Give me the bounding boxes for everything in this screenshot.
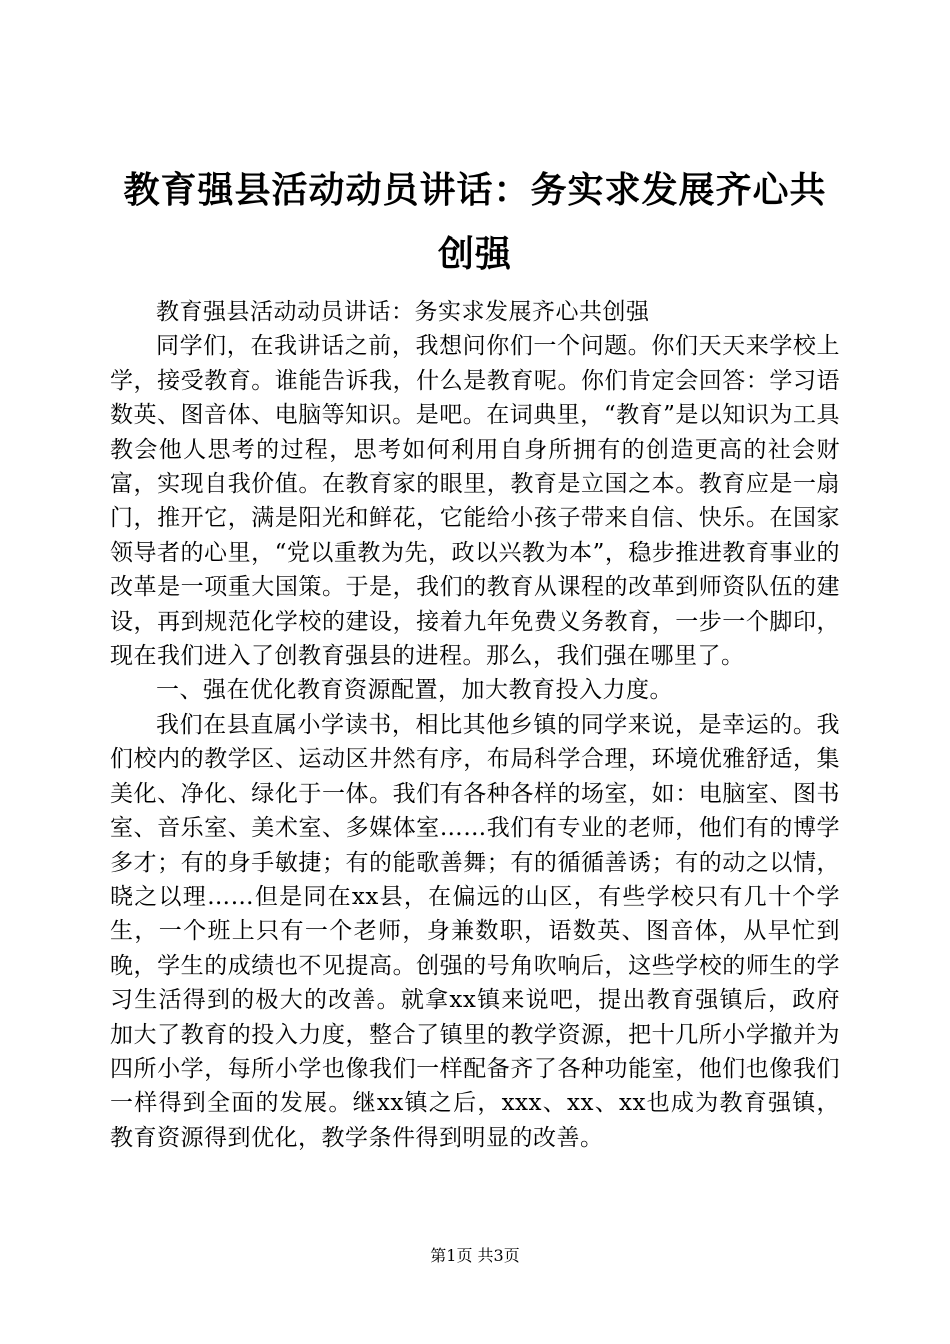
body-paragraph: 我们在县直属小学读书，相比其他乡镇的同学来说，是幸运的。我们校内的教学区、运动区井然有序，布局科学合理，环境优雅舒适，集美化、净化、绿化于一体。我们有各种各样的场室，如：电脑室、图书室、音乐室、美术室、多媒体室……我们有专业的老师，他们有的博学多才；有的身手敏捷；有的能歌善舞；有的循循善诱；有的动之以情，晓之以理……但是同在xx县，在偏远的山区，有些学校只有几十个学生，一个班上只有一个老师，身兼数职，语数英、图音体，从早忙到晚，学生的成绩也不见提高。创强的号角吹响后，这些学校的师生的学习生活得到的极大的改善。就拿xx镇来说吧，提出教育强镇后，政府加大了教育的投入力度，整合了镇里的教学资源，把十几所小学撤并为四所小学，每所小学也像我们一样配备齐了各种功能室，他们也像我们一样得到全面的发展。继xx镇之后，xxx、xx、xx也成为教育强镇，教育资源得到优化，教学条件得到明显的改善。 — [110, 711, 840, 1151]
document-title: 教育强县活动动员讲话：务实求发展齐心共创强 — [123, 169, 827, 275]
document-body — [110, 295, 840, 1155]
section-heading: 一、强在优化教育资源配置，加大教育投入力度。 — [156, 677, 673, 704]
page-footer: 第1页 共3页 — [430, 1246, 520, 1265]
body-paragraph: 同学们，在我讲话之前，我想问你们一个问题。你们天天来学校上学，接受教育。谁能告诉我，什么是教育呢。你们肯定会回答：学习语数英、图音体、电脑等知识。是吧。在词典里，“教育”是以知识为工具教会他人思考的过程，思考如何利用自身所拥有的创造更高的社会财富，实现自我价值。在教育家的眼里，教育是立国之本。教育应是一扇门，推开它，满是阳光和鲜花，它能给小孩子带来自信、快乐。在国家领导者的心里，“党以重教为先，政以兴教为本”，稳步推进教育事业的改革是一项重大国策。于是，我们的教育从课程的改革到师资队伍的建设，再到规范化学校的建设，接着九年免费义务教育，一步一个脚印，现在我们进入了创教育强县的进程。那么，我们强在哪里了。 — [110, 333, 840, 670]
subtitle-paragraph: 教育强县活动动员讲话：务实求发展齐心共创强 — [156, 299, 650, 325]
